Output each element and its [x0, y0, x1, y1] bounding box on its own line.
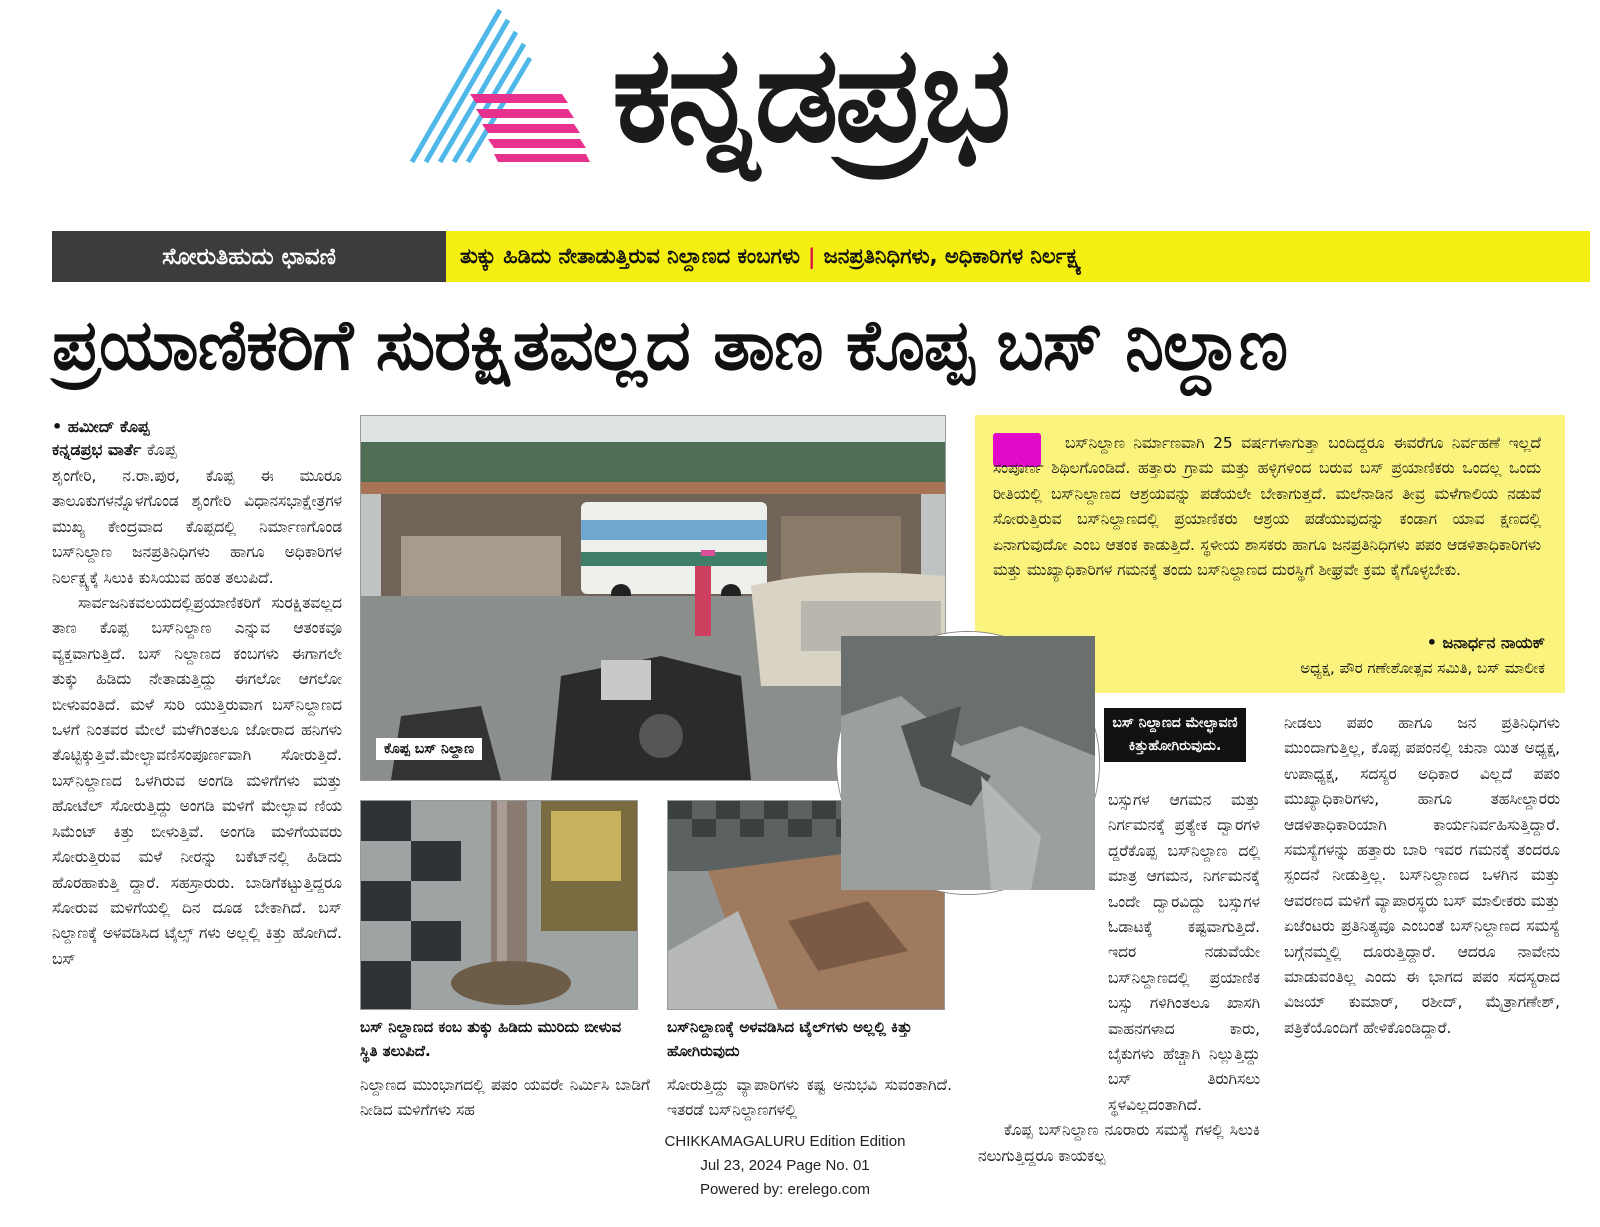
caption-tiles: ಬಸ್‌ನಿಲ್ದಾಣಕ್ಕೆ ಅಳವಡಿಸಿದ ಟೈಲ್‌ಗಳು ಅಲ್ಲಲ್ಲಿ ಕಿತ್ತು ಹೋಗಿರುವುದು — [667, 1018, 913, 1060]
inset-caption: ಬಸ್ ನಿಲ್ದಾಣದ ಮೇಲ್ಛಾವಣಿ ಕಿತ್ತುಹೋಗಿರುವುದು. — [1104, 708, 1246, 762]
dateline — [52, 438, 342, 461]
section-label: ಸೋರುತಿಹುದು ಛಾವಣಿ — [52, 231, 446, 282]
kicker-bar — [52, 231, 1590, 282]
article-column-4 — [1284, 711, 1560, 1141]
paragraph: ಕೊಪ್ಪ ಬಸ್‌ನಿಲ್ದಾಣ ನೂರಾರು ಸಮಸ್ಯೆ ಗಳಲ್ಲಿ ಸಿಲುಕಿ ನಲುಗುತ್ತಿದ್ದರೂ ಕಾಯಕಲ್ಪ — [978, 1121, 1260, 1165]
photo-label: ಕೊಪ್ಪ ಬಸ್ ನಿಲ್ದಾಣ — [376, 738, 482, 760]
date-page-label: Jul 23, 2024 Page No. 01 — [700, 1157, 870, 1174]
paragraph: ಸಾರ್ವಜನಿಕವಲಯದಲ್ಲಿಪ್ರಯಾಣಿಕರಿಗೆ ಸುರಕ್ಷಿತವಲ್ಲದ ತಾಣ ಕೊಪ್ಪ ಬಸ್‌ನಿಲ್ದಾಣ ಎನ್ನುವ ಆತಂಕವೂ ವ್ಯಕ್ತವಾಗುತ್ತಿದೆ. ಬಸ್ ನಿಲ್ದಾಣದ ಕಂಬಗಳು ಈಗಾಗಲೇ ತುಕ್ಕು ಹಿಡಿದು ನೇತಾಡುತ್ತಿದ್ದು ಈಗಲೋ ಆಗಲೋ ಬೀಳುವಂತಿದೆ. ಮಳೆ ಸುರಿ ಯುತ್ತಿರುವಾಗ ಬಸ್‌ನಿಲ್ದಾಣದ ಒಳಗೆ ನಿಂತವರ ಮೇಲೆ ಮಳೆಗಿಂತಲೂ ಜೋರಾದ ಹನಿಗಳು ತೊಟ್ಟಿಕ್ಕುತ್ತಿವೆ.ಮೇಲ್ಛಾವಣಿಸಂಪೂರ್ಣವಾಗಿ ಸೋರುತ್ತಿದೆ. ಬಸ್‌ನಿಲ್ದಾಣದ ಒಳಗಿರುವ ಅಂಗಡಿ ಮಳಿಗೆಗಳು ಮತ್ತು ಹೋಟೆಲ್ ಸೋರುತ್ತಿದ್ದು ಅಂಗಡಿ ಮಳಿಗೆ ಮೇಲ್ಛಾವ ಣಿಯ ಸಿಮೆಂಟ್ ಕಿತ್ತು ಬೀಳುತ್ತಿವೆ. ಅಂಗಡಿ ಮಳಿಗೆಯವರು ಸೋರುತ್ತಿರುವ ಮಳೆ ನೀರನ್ನು ಬಕೆಟ್‌ನಲ್ಲಿ ಹಿಡಿದು ಹೊರಹಾಕುತ್ತಿ ದ್ದಾರೆ. ಸಹಸ್ರಾರುರು. ಬಾಡಿಗೆಕಟ್ಟುತ್ತಿದ್ದರೂ ಸೋರುವ ಮಳಿಗೆಯಲ್ಲಿ ದಿನ ದೂಡ ಬೇಕಾಗಿದೆ. ಬಸ್ ನಿಲ್ದಾಣಕ್ಕೆ ಅಳವಡಿಸಿದ ಟೈಲ್ಸ್ ಗಳು ಅಲ್ಲಲ್ಲಿ ಕಿತ್ತು ಹೋಗಿದೆ. ಬಸ್ — [52, 594, 342, 968]
deck-part-2: ಜನಪ್ರತಿನಿಧಿಗಳು, ಅಧಿಕಾರಿಗಳ ನಿರ್ಲಕ್ಷ್ಯ — [823, 244, 1082, 268]
agency: ಕನ್ನಡಪ್ರಭ ವಾರ್ತೆ — [52, 440, 142, 459]
quote-author: • ಜನಾರ್ಧನ ನಾಯಕ್ — [1426, 633, 1545, 652]
author: • ಹಮೀದ್ ಕೊಪ್ಪ — [52, 417, 150, 436]
article-column-3 — [978, 788, 1260, 1165]
deck — [446, 231, 1590, 282]
rusted-pillar-photo — [360, 800, 638, 1010]
place: ಕೊಪ್ಪ — [146, 440, 177, 459]
paragraph: ನೀಡಲು ಪಪಂ ಹಾಗೂ ಜನ ಪ್ರತಿನಿಧಿಗಳು ಮುಂದಾಗುತ್ತಿಲ್ಲ, ಕೊಪ್ಪ ಪಪಂನಲ್ಲಿ ಚುನಾ ಯಿತ ಅಧ್ಯಕ್ಷ, ಉಪಾಧ್ಯಕ್ಷ, ಸದಸ್ಯರ ಅಧಿಕಾರ ವಿಲ್ಲದೆ ಪಪಂ ಮುಖ್ಯಾಧಿಕಾರಿಗಳು, ಹಾಗೂ ತಹಸೀಲ್ದಾರರು ಆಡಳಿತಾಧಿಕಾರಿಯಾಗಿ ಕಾರ್ಯನಿರ್ವಹಿಸುತ್ತಿದ್ದಾರೆ. ಸಮಸ್ಯೆಗಳನ್ನು ಹತ್ತಾರು ಬಾರಿ ಇವರ ಗಮನಕ್ಕೆ ತಂದರೂ ಸ್ಪಂದನೆ ನೀಡುತ್ತಿಲ್ಲ. ಬಸ್‌ನಿಲ್ದಾಣದ ಒಳಗಿನ ಮತ್ತು ಆವರಣದ ಮಳಿಗೆ ವ್ಯಾಪಾರಸ್ಥರು ಬಸ್ ಮಾಲೀಕರು ಮತ್ತು ಏಜೆಂಟರು ಪ್ರತಿನಿತ್ಯವೂ ಎಂಬಂತೆ ಬಸ್‌ನಿಲ್ದಾಣದ ಸಮಸ್ಯೆ ಬಗ್ಗೆನಮ್ಮಲ್ಲಿ ದೂರುತ್ತಿದ್ದಾರೆ. ಆದರೂ ನಾವೇನು ಮಾಡುವಂತಿಲ್ಲ ಎಂದು ಈ ಭಾಗದ ಪಪಂ ಸದಸ್ಯರಾದ ವಿಜಯ್ ಕುಮಾರ್, ರಶೀದ್, ಮೈತ್ರಾಗಣೇಶ್, ಪತ್ರಿಕೆಯೊಂದಿಗೆ ಹೇಳಿಕೊಂಡಿದ್ದಾರೆ. — [1284, 714, 1560, 1037]
article-column-1 — [52, 464, 342, 1140]
rusted-pillar-image — [361, 801, 637, 1009]
caption-pillar: ಬಸ್ ನಿಲ್ದಾಣದ ಕಂಬ ತುಕ್ಕು ಹಿಡಿದು ಮುರಿದು ಬೀಳುವ ಸ್ಥಿತಿ ತಲುಪಿದೆ. — [360, 1018, 622, 1060]
quote-author-role: ಅಧ್ಯಕ್ಷ, ಪೌರ ಗಣೇಶೋತ್ಸವ ಸಮಿತಿ, ಬಸ್ ಮಾಲೀಕ — [1300, 659, 1545, 677]
page-footer — [0, 1130, 1570, 1202]
kannada-prabha-logo-icon — [412, 6, 612, 166]
article-text-under-tiles: ಸೋರುತ್ತಿದ್ದು ವ್ಯಾಪಾರಿಗಳು ಕಷ್ಟ ಅನುಭವಿ ಸುವಂತಾಗಿದೆ. ಇತರಡೆ ಬಸ್‌ನಿಲ್ದಾಣಗಳಲ್ಲಿ — [667, 1076, 952, 1120]
edition-label: CHIKKAMAGALURU Edition Edition — [664, 1133, 906, 1150]
deck-part-1: ತುಕ್ಕು ಹಿಡಿದು ನೇತಾಡುತ್ತಿರುವ ನಿಲ್ದಾಣದ ಕಂಬಗಳು — [460, 244, 800, 268]
quote-text: ಬಸ್‌ನಿಲ್ದಾಣ ನಿರ್ಮಾಣವಾಗಿ 25 ವರ್ಷಗಳಾಗುತ್ತಾ ಬಂದಿದ್ದರೂ ಈವರೆಗೂ ನಿರ್ವಹಣೆ ಇಲ್ಲದೆ ಸಂಪೂರ್ಣ ಶಿಥಿಲಗೊಂಡಿದೆ. ಹತ್ತಾರು ಗ್ರಾಮ ಮತ್ತು ಹಳ್ಳಿಗಳಿಂದ ಬರುವ ಬಸ್ ಪ್ರಯಾಣಿಕರು ಒಂದಲ್ಲ ಒಂದು ರೀತಿಯಲ್ಲಿ ಬಸ್‌ನಿಲ್ದಾಣದ ಆಶ್ರಯವನ್ನು ಪಡೆಯಲೇ ಬೇಕಾಗುತ್ತದೆ. ಮಲೆನಾಡಿನ ತೀವ್ರ ಮಳೆಗಾಲಿಯ ನಡುವೆ ಸೋರುತ್ತಿರುವ ಬಸ್‌ನಿಲ್ದಾಣದಲ್ಲಿ ಪ್ರಯಾಣಿಕರು ಆಶ್ರಯ ಪಡೆಯುವುದನ್ನು ಕಂಡಾಗ ಯಾವ ಕ್ಷಣದಲ್ಲಿ ಏನಾಗುವುದೋ ಎಂಬ ಆತಂಕ ಕಾಡುತ್ತಿದೆ. ಸ್ಥಳೀಯ ಶಾಸಕರು ಹಾಗೂ ಜನಪ್ರತಿನಿಧಿಗಳು ಪಪಂ ಆಡಳಿತಾಧಿಕಾರಿಗಳು ಮತ್ತು ಮುಖ್ಯಾಧಿಕಾರಿಗಳ ಗಮನಕ್ಕೆ ತಂದು ಬಸ್‌ನಿಲ್ದಾಣದ ದುರಸ್ಥಿಗೆ ಶೀಘ್ರವೇ ಕ್ರಮ ಕೈಗೊಳ್ಳಬೇಕು. — [993, 434, 1541, 580]
masthead-title: ಕನ್ನಡಪ್ರಭ — [612, 18, 1008, 172]
paragraph: ಬಸ್ಸುಗಳ ಆಗಮನ ಮತ್ತು ನಿರ್ಗಮನಕ್ಕೆ ಪ್ರತ್ಯೇಕ ದ್ವಾರಗಳಿ ದ್ದರೆಕೊಪ್ಪ ಬಸ್‌ನಿಲ್ದಾಣ ದಲ್ಲಿ ಮಾತ್ರ ಆಗಮನ, ನಿರ್ಗಮನಕ್ಕೆ ಒಂದೇ ದ್ವಾರವಿದ್ದು ಬಸ್ಸುಗಳ ಓಡಾಟಕ್ಕೆ ಕಷ್ಟವಾಗುತ್ತಿದೆ. ಇದರ ನಡುವೆಯೇ ಬಸ್‌ನಿಲ್ದಾಣದಲ್ಲಿ ಪ್ರಯಾಣಿಕ ಬಸ್ಸು ಗಳಿಗಿಂತಲೂ ಖಾಸಗಿ ವಾಹನಗಳಾದ ಕಾರು, ಬೈಕುಗಳು ಹೆಚ್ಚಾಗಿ ನಿಲ್ಲುತ್ತಿದ್ದು ಬಸ್ ತಿರುಗಿಸಲು ಸ್ಥಳವಿಲ್ಲದಂತಾಗಿದೆ. — [1108, 791, 1260, 1114]
deck-separator: | — [807, 244, 816, 269]
paragraph: ಶೃಂಗೇರಿ, ನ.ರಾ.ಪುರ, ಕೊಪ್ಪ ಈ ಮೂರೂ ತಾಲೂಕುಗಳನ್ನೊಳಗೊಂಡ ಶೃಂಗೇರಿ ವಿಧಾನಸಭಾಕ್ಷೇತ್ರಗಳ ಮುಖ್ಯ ಕೇಂದ್ರವಾದ ಕೊಪ್ಪದಲ್ಲಿ ನಿರ್ಮಾಣಗೊಂಡ ಬಸ್‌ನಿಲ್ದಾಣ ಜನಪ್ರತಿನಿಧಿಗಳು ಹಾಗೂ ಅಧಿಕಾರಿಗಳ ನಿರ್ಲಕ್ಷ್ಯಕ್ಕೆ ಸಿಲುಕಿ ಕುಸಿಯುವ ಹಂತ ತಲುಪಿದೆ. — [52, 467, 342, 587]
article-text-under-pillar: ನಿಲ್ದಾಣದ ಮುಂಭಾಗದಲ್ಲಿ ಪಪಂ ಯವರೇ ನಿರ್ಮಿಸಿ ಬಾಡಿಗೆ ನೀಡಿದ ಮಳಿಗೆಗಳು ಸಹ — [360, 1076, 650, 1120]
byline — [52, 415, 342, 461]
powered-by-label: Powered by: erelego.com — [699, 1181, 871, 1198]
headline: ಪ್ರಯಾಣಿಕರಿಗೆ ಸುರಕ್ಷಿತವಲ್ಲದ ತಾಣ ಕೊಪ್ಪ ಬಸ್ ನಿಲ್ದಾಣ — [52, 304, 1288, 386]
